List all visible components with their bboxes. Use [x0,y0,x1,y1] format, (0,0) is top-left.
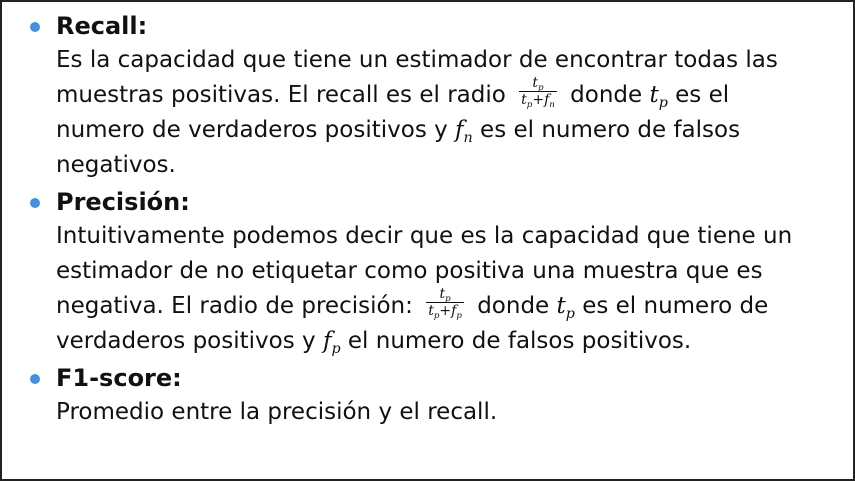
symbol-fn: $f_n$ [455,117,473,146]
text-span: es el numero de [574,293,769,319]
text-span: verdaderos positivos y [56,328,323,354]
text-line: negativos. [56,152,176,178]
item-title: F1-score: [56,364,182,392]
definition-list [28,9,840,430]
item-body [56,395,840,430]
item-body [56,219,840,359]
text-line: Es la capacidad que tiene un estimador de encontrar todas las [56,47,778,73]
text-line-with-math [56,75,840,113]
text-line: Promedio entre la precisión y el recall. [56,399,498,425]
list-item-recall [28,9,840,183]
text-span: numero de verdaderos positivos y [56,117,456,143]
text-line-with-math [56,286,840,324]
symbol-fp: $f_p$ [322,328,341,357]
item-title: Recall: [56,12,148,40]
text-line-with-math [56,113,840,148]
text-span: muestras positivas. El recall es el radio [56,82,514,108]
precision-fraction [426,286,464,322]
symbol-tp: $t_p$ [649,82,668,111]
fraction-numerator: $t_p$ [426,287,464,303]
fraction-denominator: $t_p+f_n$ [521,92,555,111]
text-span: negativa. El radio de precisión: [56,293,421,319]
item-body [56,43,840,183]
fraction-denominator: $t_p+f_p$ [428,303,462,322]
symbol-tp: $t_p$ [556,293,575,322]
text-line: Intuitivamente podemos decir que es la capacidad que tiene un [56,223,793,249]
text-line-with-math [56,324,840,359]
fraction-numerator: $t_p$ [519,76,557,92]
text-span: es el numero de falsos [472,117,741,143]
text-span: donde [562,82,650,108]
text-line: estimador de no etiquetar como positiva una muestra que es [56,258,763,284]
bullet-icon [30,22,40,32]
list-item-f1-score [28,361,840,430]
bullet-icon [30,198,40,208]
list-item-precision [28,185,840,359]
text-span: es el [667,82,730,108]
text-span: el numero de falsos positivos. [340,328,692,354]
recall-fraction [519,75,557,111]
text-span: donde [469,293,557,319]
item-title: Precisión: [56,188,190,216]
bullet-icon [30,374,40,384]
